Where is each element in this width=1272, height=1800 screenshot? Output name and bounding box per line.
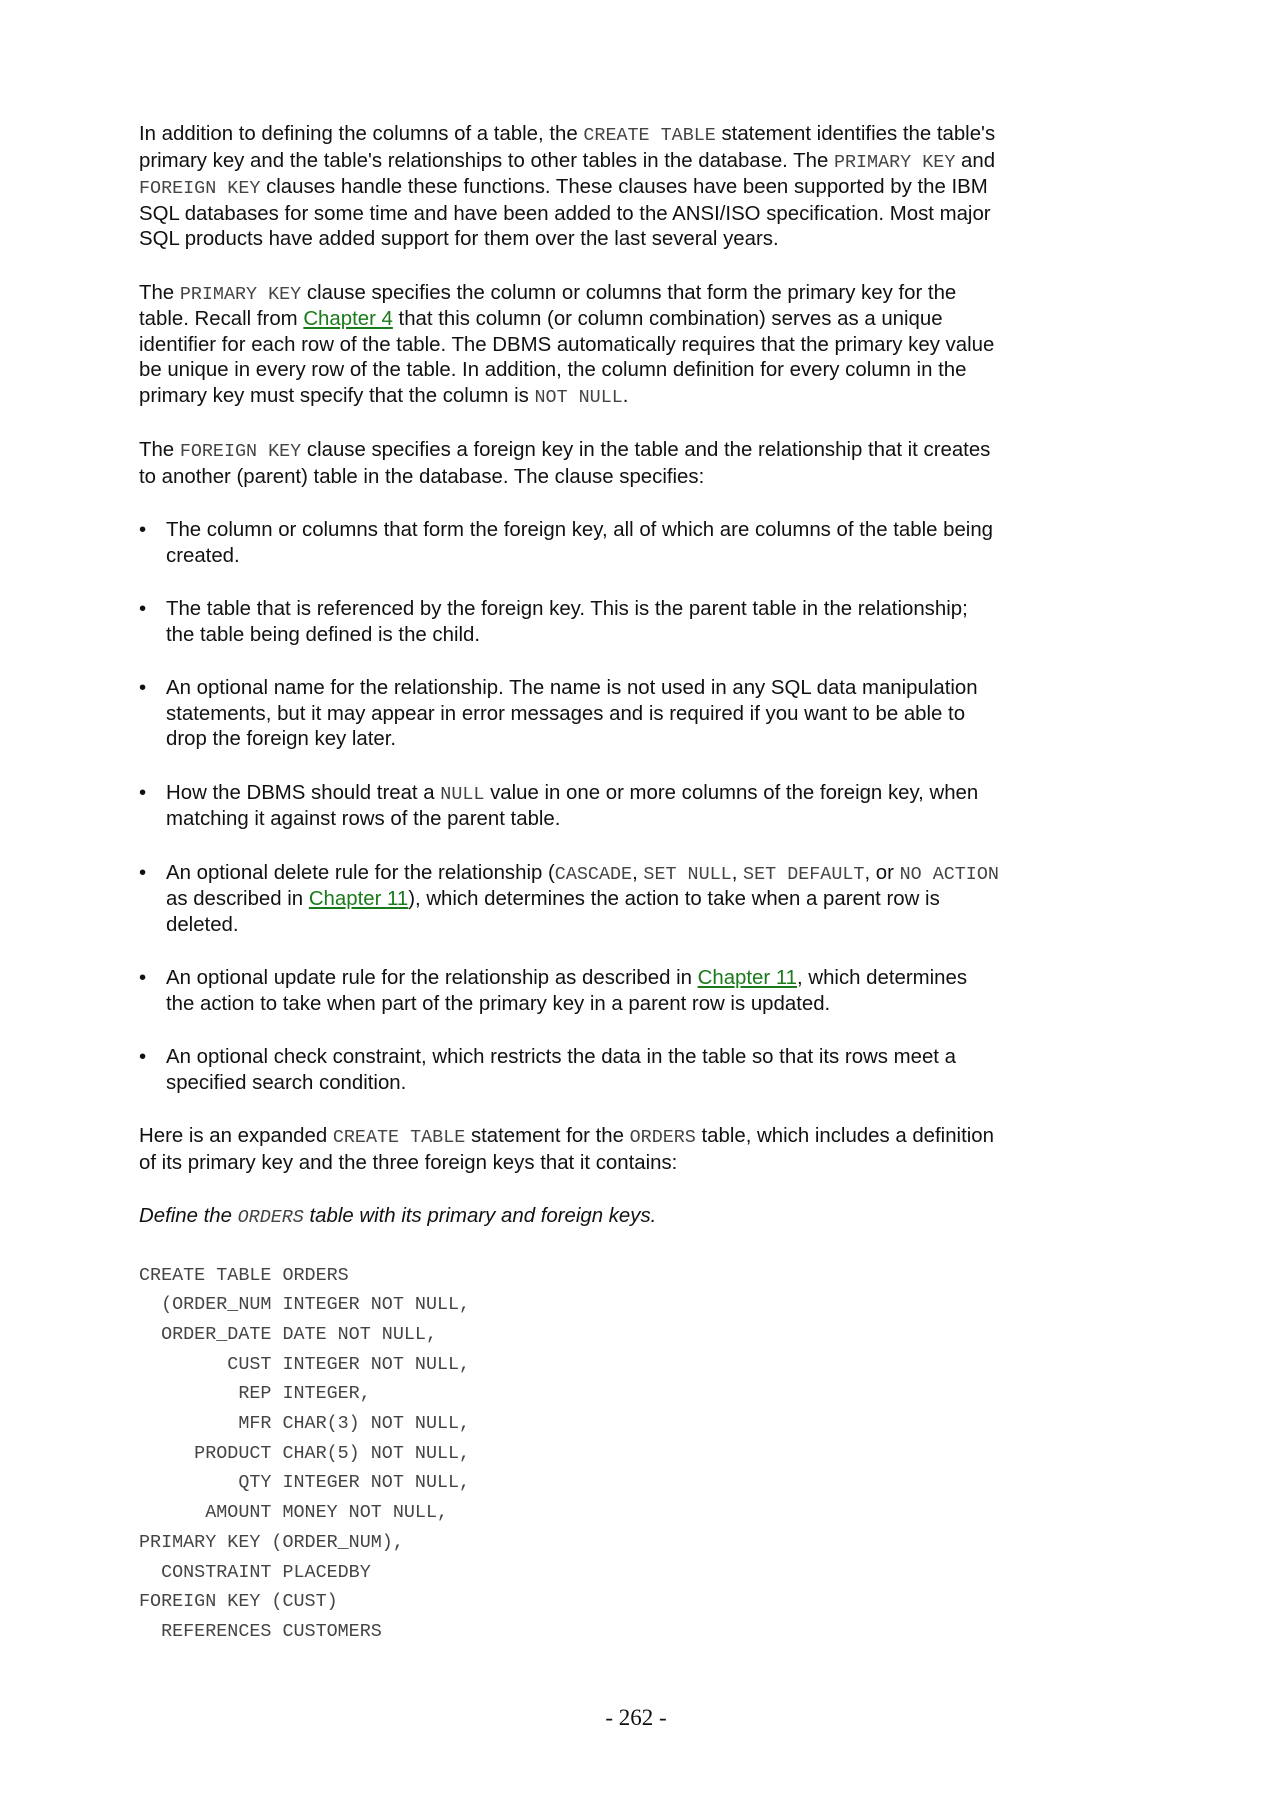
inline-code: ORDERS bbox=[237, 1207, 304, 1228]
text-run: An optional check constraint, which restricts the data in the table so that its rows meet a specified search condition. bbox=[166, 1046, 956, 1094]
text-run: table, which includes a definition of its primary key and the three foreign keys that it contains: bbox=[139, 1125, 994, 1174]
bullet-icon: • bbox=[139, 598, 147, 620]
list-item bbox=[139, 676, 999, 753]
chapter-11-link[interactable]: Chapter 11 bbox=[697, 967, 798, 989]
paragraph-expanded-statement bbox=[139, 1124, 999, 1176]
text-run: An optional update rule for the relationship as described in bbox=[166, 967, 698, 989]
text-run: value in one or more columns of the foreign key, when matching it against rows of the parent table. bbox=[166, 781, 979, 830]
page-content bbox=[139, 122, 999, 1647]
inline-code: CREATE TABLE bbox=[332, 1127, 466, 1148]
text-run: The table that is referenced by the foreign key. This is the parent table in the relationship; the table being defined is the child. bbox=[166, 598, 968, 646]
paragraph-intro bbox=[139, 122, 999, 253]
text-run: In addition to defining the columns of a table, the bbox=[139, 123, 584, 145]
text-run: The bbox=[139, 439, 180, 461]
text-run: , or bbox=[864, 861, 900, 884]
text-run: , bbox=[731, 861, 744, 884]
text-run: How the DBMS should treat a bbox=[166, 781, 441, 804]
list-item bbox=[139, 966, 999, 1017]
foreign-key-clause-list bbox=[139, 518, 999, 1096]
inline-code: SET DEFAULT bbox=[743, 863, 865, 885]
text-run: The column or columns that form the foreign key, all of which are columns of the table being created. bbox=[166, 519, 993, 567]
text-run: An optional name for the relationship. The name is not used in any SQL data manipulation statements, but it may appear in error messages and is required if you want to be able to drop the foreign key later. bbox=[166, 677, 978, 750]
text-run: Here is an expanded bbox=[139, 1125, 333, 1147]
bullet-icon: • bbox=[139, 1046, 147, 1068]
bullet-icon: • bbox=[139, 677, 147, 699]
text-run: Define the bbox=[139, 1205, 238, 1227]
chapter-4-link[interactable]: Chapter 4 bbox=[303, 308, 393, 330]
text-run: clause specifies the column or columns that form the primary key for the table. Recall from bbox=[139, 281, 957, 330]
inline-code: NULL bbox=[440, 783, 485, 805]
text-run: An optional delete rule for the relationship ( bbox=[166, 861, 555, 884]
text-run: statement identifies the table's primary key and the table's relationships to other tables in the database. The bbox=[139, 123, 996, 172]
text-run: , which determines the action to take when part of the primary key in a parent row is updated. bbox=[166, 967, 968, 1015]
bullet-icon: • bbox=[139, 519, 147, 541]
bullet-icon: • bbox=[139, 861, 147, 884]
list-item bbox=[139, 861, 999, 939]
inline-code: NOT NULL bbox=[534, 386, 623, 408]
list-item bbox=[139, 1045, 999, 1096]
text-run: as described in bbox=[166, 888, 309, 910]
page-number: - 262 - bbox=[605, 1705, 667, 1730]
chapter-11-link[interactable]: Chapter 11 bbox=[308, 888, 409, 910]
inline-code: PRIMARY KEY bbox=[179, 283, 302, 305]
example-caption bbox=[139, 1204, 999, 1231]
text-run: statement for the bbox=[465, 1125, 630, 1147]
text-run: clauses handle these functions. These clauses have been supported by the IBM SQL databases for some time and have been added to the ANSI/ISO specification. Most major SQL products have added support for them over the last several years. bbox=[139, 176, 991, 250]
inline-code: SET NULL bbox=[643, 863, 732, 885]
list-item bbox=[139, 781, 999, 833]
bullet-icon: • bbox=[139, 967, 147, 989]
text-run: ), which determines the action to take when a parent row is deleted. bbox=[166, 888, 940, 936]
sql-code-block: CREATE TABLE ORDERS (ORDER_NUM INTEGER NOT NULL, ORDER_DATE DATE NOT NULL, CUST INTEGER NOT NULL, REP INTEGER, MFR CHAR(3) NOT NULL, PRODUCT CHAR(5) NOT NULL, QTY INTEGER NOT NULL, AMOUNT MONEY NOT NULL, PRIMARY KEY (ORDER_NUM), CONSTRAINT PLACEDBY FOREIGN KEY (CUST) REFERENCES CUSTOMERS bbox=[139, 1264, 471, 1642]
inline-code: CASCADE bbox=[554, 863, 633, 885]
text-run: and bbox=[955, 149, 996, 172]
text-run: , bbox=[632, 861, 644, 884]
text-run: clause specifies a foreign key in the table and the relationship that it creates to another (parent) table in the database. The clause specifies: bbox=[139, 439, 991, 488]
inline-code: CREATE TABLE bbox=[583, 125, 716, 146]
list-item bbox=[139, 597, 999, 648]
text-run: . bbox=[622, 384, 629, 407]
inline-code: FOREIGN KEY bbox=[179, 441, 302, 462]
inline-code: FOREIGN KEY bbox=[139, 178, 261, 199]
list-item bbox=[139, 518, 999, 569]
inline-code: PRIMARY KEY bbox=[833, 151, 956, 173]
inline-code: ORDERS bbox=[629, 1127, 696, 1148]
paragraph-primary-key bbox=[139, 281, 999, 411]
text-run: that this column (or column combination) serves as a unique identifier for each row of the table. The DBMS automatically requires that the primary key value be unique in every row of the table. In addition, the column definition for every column in the primary key must specify that the column is bbox=[139, 308, 995, 407]
text-run: The bbox=[139, 281, 180, 304]
bullet-icon: • bbox=[139, 781, 147, 804]
inline-code: NO ACTION bbox=[899, 863, 999, 885]
text-run: table with its primary and foreign keys. bbox=[303, 1205, 657, 1227]
paragraph-foreign-key bbox=[139, 438, 999, 490]
